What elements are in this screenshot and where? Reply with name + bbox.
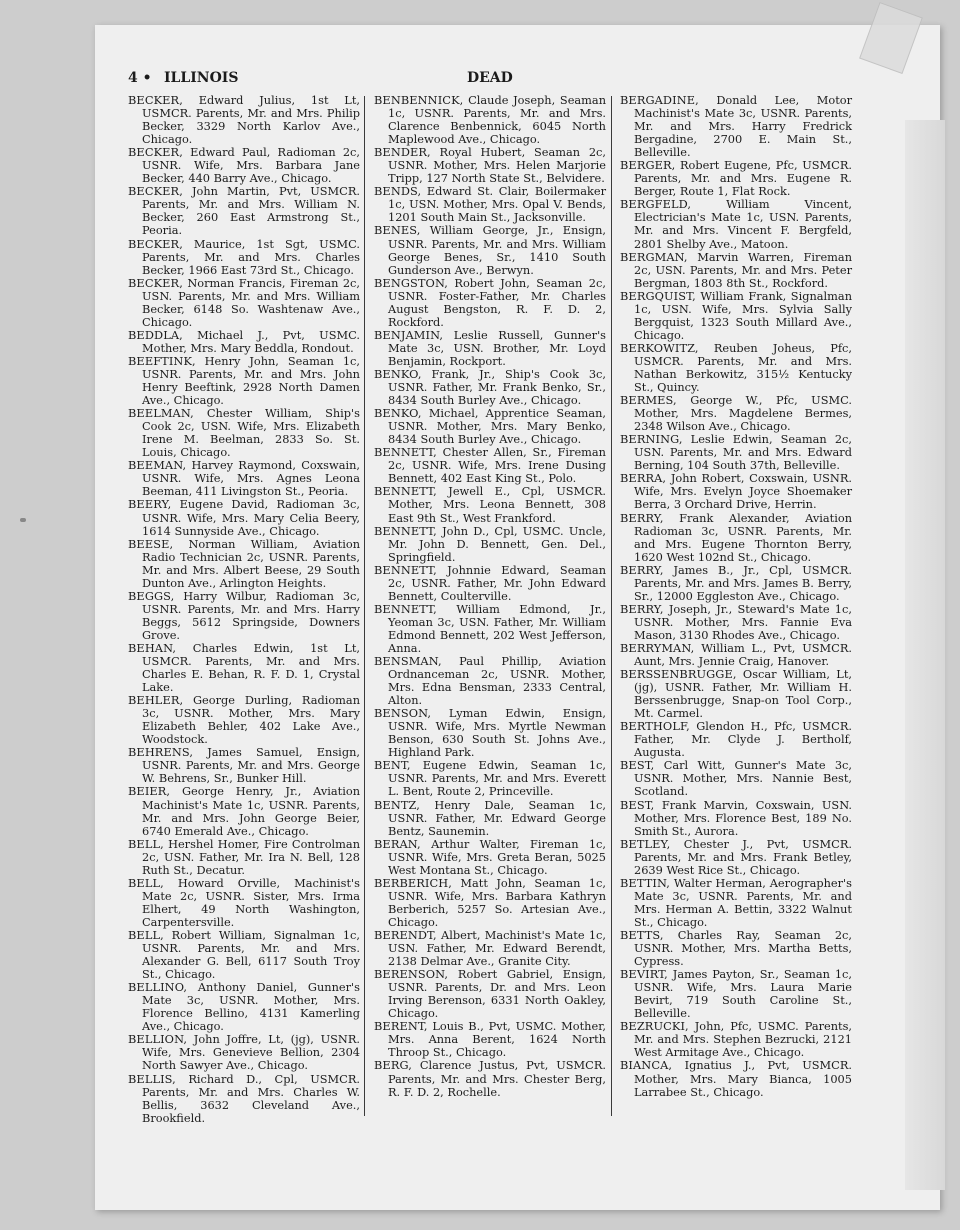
casualty-entry xyxy=(128,277,360,329)
entry-details: George Durling, Radioman 3c, USNR. Mother, Mrs. Mary Elizabeth Behler, 402 Lake Ave., Woodstock. xyxy=(142,693,361,747)
surname: BEHLER, xyxy=(128,693,184,708)
entry-details: Norman William, Aviation Radio Technician 2c, USNR. Parents, Mr. and Mrs. Albert Beese, 29 South Dunton Ave., Arlington Heights. xyxy=(142,536,360,590)
surname: BERGADINE, xyxy=(620,93,699,107)
entry-details: Leslie Edwin, Seaman 2c, USN. Parents, Mr. and Mrs. Edward Berning, 104 South 37th, Belleville. xyxy=(634,432,852,473)
surname: BERRY, xyxy=(620,562,664,577)
surname: BEST, xyxy=(620,758,655,773)
surname: BEDDLA, xyxy=(128,327,183,342)
casualty-entry xyxy=(128,981,360,1033)
casualty-entry xyxy=(374,968,606,1020)
surname: BETLEY, xyxy=(620,836,671,851)
surname: BELLIS, xyxy=(128,1071,176,1086)
entry-details: Robert John, Seaman 2c, USNR. Foster-Father, Mr. Charles August Bengston, R. F. D. 2, Rockford. xyxy=(388,275,606,329)
casualty-entry xyxy=(620,394,852,433)
entry-details: Lyman Edwin, Ensign, USNR. Wife, Mrs. Myrtle Newman Benson, 630 South St. Johns Ave., Highland Park. xyxy=(388,706,607,760)
casualty-entry xyxy=(128,94,360,146)
casualty-entry xyxy=(374,603,606,655)
casualty-entry xyxy=(620,603,852,642)
casualty-entry xyxy=(374,446,606,485)
casualty-entry xyxy=(620,968,852,1020)
casualty-entry xyxy=(128,146,360,185)
surname: BERMES, xyxy=(620,393,677,408)
entry-details: Harry Wilbur, Radioman 3c, USNR. Parents, Mr. and Mrs. Harry Beggs, 5612 Springside, Downers Grove. xyxy=(142,588,361,642)
casualty-entry xyxy=(620,929,852,968)
entry-details: William Vincent, Electrician's Mate 1c, USN. Parents, Mr. and Mrs. Vincent F. Bergfeld, 2801 Shelby Ave., Matoon. xyxy=(634,197,852,251)
surname: BETTS, xyxy=(620,928,664,942)
entry-details: Clarence Justus, Pvt, USMCR. Parents, Mr. and Mrs. Chester Berg, R. F. D. 2, Rochelle. xyxy=(388,1058,606,1099)
surname: BETTIN, xyxy=(620,875,670,890)
section-heading: DEAD xyxy=(467,70,513,86)
surname: BERRA, xyxy=(620,471,667,486)
entry-details: Edward St. Clair, Boilermaker 1c, USN. Mother, Mrs. Opal V. Bends, 1201 South Main St., Jacksonville. xyxy=(388,184,606,225)
casualty-entry xyxy=(620,1059,852,1098)
surname: BERRYMAN, xyxy=(620,640,695,655)
dust-speck xyxy=(20,518,26,522)
casualty-entry xyxy=(128,838,360,877)
column-1 xyxy=(128,93,361,1125)
surname: BENDS, xyxy=(374,184,422,199)
entry-details: George Henry, Jr., Aviation Machinist's Mate 1c, USNR. Parents, Mr. and Mrs. John George Beier, 6740 Emerald Ave., Chicago. xyxy=(142,784,360,838)
surname: BEVIRT, xyxy=(620,967,668,982)
column-divider xyxy=(611,96,612,1116)
page-header xyxy=(128,70,853,88)
surname: BIANCA, xyxy=(620,1058,673,1073)
entry-details: Charles Edwin, 1st Lt, USMCR. Parents, Mr. and Mrs. Charles E. Behan, R. F. D. 1, Crystal Lake. xyxy=(142,640,360,695)
entry-details: John Martin, Pvt, USMCR. Parents, Mr. and Mrs. William N. Becker, 260 East Armstrong St., Peoria. xyxy=(142,184,361,238)
surname: BEGGS, xyxy=(128,588,175,603)
entry-details: Eugene Edwin, Seaman 1c, USNR. Parents, Mr. and Mrs. Everett L. Bent, Route 2, Princeville. xyxy=(388,758,606,799)
entry-details: Harvey Raymond, Coxswain, USNR. Wife, Mrs. Agnes Leona Beeman, 411 Livingston St., Peoria. xyxy=(142,458,360,499)
surname: BEST, xyxy=(620,797,655,812)
entry-details: Glendon H., Pfc, USMCR. Father, Mr. Clyde J. Bertholf, Augusta. xyxy=(634,719,852,760)
surname: BELLINO, xyxy=(128,980,188,995)
surname: BENNETT, xyxy=(374,484,437,499)
casualty-entry xyxy=(620,799,852,838)
surname: BENT, xyxy=(374,758,411,773)
entry-details: John Joffre, Lt, (jg), USNR. Wife, Mrs. Genevieve Bellion, 2304 North Sawyer Ave., Chicago. xyxy=(142,1032,360,1073)
casualty-entry xyxy=(128,1073,360,1125)
surname: BENGSTON, xyxy=(374,275,448,290)
entry-details: Anthony Daniel, Gunner's Mate 3c, USNR. Mother, Mrs. Florence Bellino, 4131 Kamerling Ave., Chicago. xyxy=(142,980,360,1034)
entry-details: Chester Allen, Sr., Fireman 2c, USNR. Wife, Mrs. Irene Dusing Bennett, 402 East King St., Polo. xyxy=(388,445,606,486)
entry-details: Walter Herman, Aerographer's Mate 3c, USNR. Parents, Mr. and Mrs. Herman A. Bettin, 3322 Walnut St., Chicago. xyxy=(634,875,852,929)
casualty-entry xyxy=(128,642,360,694)
entry-details: William Frank, Signalman 1c, USN. Wife, Mrs. Sylvia Sally Bergquist, 1323 South Millard Ave., Chicago. xyxy=(634,288,852,342)
surname: BELL, xyxy=(128,928,164,942)
casualty-entry xyxy=(128,498,360,537)
entry-details: Claude Joseph, Seaman 1c, USNR. Parents, Mr. and Mrs. Clarence Benbennick, 6045 North Maplewood Ave., Chicago. xyxy=(388,93,606,147)
entry-details: Norman Francis, Fireman 2c, USN. Parents, Mr. and Mrs. William Becker, 6148 So. Washtenaw Ave., Chicago. xyxy=(142,275,360,329)
surname: BELL, xyxy=(128,836,164,851)
entry-details: John Robert, Coxswain, USNR. Wife, Mrs. Evelyn Joyce Shoemaker Berra, 3 Orchard Drive, Herrin. xyxy=(634,471,853,512)
entry-details: Frank Marvin, Coxswain, USN. Mother, Mrs. Florence Best, 189 No. Smith St., Aurora. xyxy=(634,797,852,838)
surname: BENTZ, xyxy=(374,797,420,812)
casualty-entry xyxy=(374,525,606,564)
casualty-entry xyxy=(374,1059,606,1098)
entry-details: Paul Phillip, Aviation Ordnanceman 2c, USNR. Mother, Mrs. Edna Bensman, 2333 Central, Alton. xyxy=(388,654,607,708)
surname: BERKOWITZ, xyxy=(620,340,699,355)
casualty-entry xyxy=(620,877,852,929)
casualty-entry xyxy=(128,1033,360,1072)
surname: BERTHOLF, xyxy=(620,719,690,734)
casualty-entry xyxy=(128,355,360,407)
entry-details: Maurice, 1st Sgt, USMC. Parents, Mr. and Mrs. Charles Becker, 1966 East 73rd St., Chicago. xyxy=(142,236,360,277)
casualty-entry xyxy=(374,94,606,146)
entry-details: John D., Cpl, USMC. Uncle, Mr. John D. Bennett, Gen. Del., Springfield. xyxy=(388,523,606,564)
surname: BECKER, xyxy=(128,275,183,290)
casualty-entry xyxy=(128,459,360,498)
surname: BENSON, xyxy=(374,706,432,721)
casualty-entry xyxy=(620,1020,852,1059)
surname: BENKO, xyxy=(374,406,422,421)
surname: BEZRUCKI, xyxy=(620,1019,689,1034)
casualty-entry xyxy=(620,512,852,564)
casualty-entry xyxy=(620,94,852,159)
entry-details: Robert Gabriel, Ensign, USNR. Parents, Dr. and Mrs. Leon Irving Berenson, 6331 North Oakley, Chicago. xyxy=(388,967,606,1021)
column-2 xyxy=(374,94,606,1114)
casualty-entry xyxy=(620,433,852,472)
entry-details: Leslie Russell, Gunner's Mate 3c, USN. Brother, Mr. Loyd Benjamin, Rockport. xyxy=(388,327,607,368)
surname: BERRY, xyxy=(620,510,664,525)
casualty-entry xyxy=(128,785,360,837)
surname: BECKER, xyxy=(128,93,183,107)
casualty-entry xyxy=(374,929,606,968)
casualty-entry xyxy=(374,1020,606,1059)
entry-details: Johnnie Edward, Seaman 2c, USNR. Father, Mr. John Edward Bennett, Coulterville. xyxy=(388,562,607,603)
casualty-entry xyxy=(620,838,852,877)
surname: BENNETT, xyxy=(374,445,437,460)
surname: BEHRENS, xyxy=(128,745,194,760)
casualty-entry xyxy=(374,485,606,524)
surname: BERGER, xyxy=(620,158,676,173)
surname: BECKER, xyxy=(128,145,183,160)
surname: BENKO, xyxy=(374,366,422,381)
entry-details: William George, Jr., Ensign, USNR. Parents, Mr. and Mrs. William George Benes, Sr., 1410 South Gunderson Ave., Berwyn. xyxy=(388,223,607,277)
entry-details: George W., Pfc, USMC. Mother, Mrs. Magdelene Bermes, 2348 Wilson Ave., Chicago. xyxy=(634,393,853,434)
entry-details: Frank, Jr., Ship's Cook 3c, USNR. Father, Mr. Frank Benko, Sr., 8434 South Burley Ave., Chicago. xyxy=(388,366,606,408)
casualty-entry xyxy=(620,472,852,511)
column-divider xyxy=(364,96,365,1116)
entry-details: Michael J., Pvt, USMC. Mother, Mrs. Mary Beddla, Rondout. xyxy=(142,327,360,355)
entry-details: Frank Alexander, Aviation Radioman 3c, USNR. Parents, Mr. and Mrs. Eugene Thornton Berry, 1620 West 102nd St., Chicago. xyxy=(634,510,853,564)
entry-details: Charles Ray, Seaman 2c, USNR. Mother, Mrs. Martha Betts, Cypress. xyxy=(634,928,852,969)
casualty-entry xyxy=(128,407,360,459)
casualty-entry xyxy=(374,707,606,759)
page-number: 4 • xyxy=(128,70,152,86)
entry-details: Jewell E., Cpl, USMCR. Mother, Mrs. Leona Bennett, 308 East 9th St., West Frankford. xyxy=(388,484,607,525)
surname: BEELMAN, xyxy=(128,406,194,421)
entry-details: Hershel Homer, Fire Controlman 2c, USN. Father, Mr. Ira N. Bell, 128 Ruth St., Decatur. xyxy=(142,836,360,877)
state-heading: ILLINOIS xyxy=(164,70,239,86)
surname: BECKER, xyxy=(128,236,183,251)
surname: BENDER, xyxy=(374,145,431,160)
entry-details: James Samuel, Ensign, USNR. Parents, Mr. and Mrs. George W. Behrens, Sr., Bunker Hill. xyxy=(142,745,360,786)
surname: BEEFTINK, xyxy=(128,353,196,368)
entry-details: Carl Witt, Gunner's Mate 3c, USNR. Mother, Mrs. Nannie Best, Scotland. xyxy=(634,758,852,799)
entry-details: James B., Jr., Cpl, USMCR. Parents, Mr. and Mrs. James B. Berry, Sr., 12000 Eggleston Ave., Chicago. xyxy=(634,562,852,603)
entry-details: Joseph, Jr., Steward's Mate 1c, USNR. Mother, Mrs. Fannie Eva Mason, 3130 Rhodes Ave., Chicago. xyxy=(634,601,852,642)
casualty-entry xyxy=(374,407,606,446)
surname: BENJAMIN, xyxy=(374,327,444,342)
casualty-entry xyxy=(620,159,852,198)
surname: BENBENNICK, xyxy=(374,93,464,107)
casualty-entry xyxy=(374,564,606,603)
entry-details: Marvin Warren, Fireman 2c, USN. Parents, Mr. and Mrs. Peter Bergman, 1803 8th St., Rockford. xyxy=(634,249,852,290)
surname: BENSMAN, xyxy=(374,654,442,669)
casualty-entry xyxy=(374,838,606,877)
casualty-entry xyxy=(374,146,606,185)
casualty-entry xyxy=(620,198,852,250)
entry-details: John, Pfc, USMC. Parents, Mr. and Mrs. Stephen Bezrucki, 2121 West Armitage Ave., Chicago. xyxy=(634,1019,853,1060)
entry-details: Henry Dale, Seaman 1c, USNR. Father, Mr. Edward George Bentz, Saunemin. xyxy=(388,797,607,838)
entry-details: Reuben Joheus, Pfc, USMCR. Parents, Mr. and Mrs. Nathan Berkowitz, 315½ Kentucky St., Quincy. xyxy=(634,340,852,395)
entry-details: Edward Julius, 1st Lt, USMCR. Parents, Mr. and Mrs. Philip Becker, 3329 North Karlov Ave., Chicago. xyxy=(142,93,361,147)
casualty-entry xyxy=(374,368,606,407)
surname: BEEMAN, xyxy=(128,458,187,473)
surname: BERENDT, xyxy=(374,928,437,942)
casualty-entry xyxy=(374,799,606,838)
surname: BERGFELD, xyxy=(620,197,692,212)
surname: BERG, xyxy=(374,1058,412,1073)
surname: BEHAN, xyxy=(128,640,177,655)
surname: BERAN, xyxy=(374,836,421,851)
surname: BELLION, xyxy=(128,1032,188,1047)
casualty-entry xyxy=(128,538,360,590)
surname: BEIER, xyxy=(128,784,171,799)
surname: BENNETT, xyxy=(374,523,437,538)
surname: BERENSON, xyxy=(374,967,449,982)
casualty-entry xyxy=(374,759,606,798)
casualty-entry xyxy=(374,329,606,368)
casualty-entry xyxy=(620,342,852,394)
column-3 xyxy=(620,94,852,1114)
surname: BERNING, xyxy=(620,432,683,447)
casualty-entry xyxy=(374,277,606,329)
casualty-entry xyxy=(620,564,852,603)
entry-details: William Edmond, Jr., Yeoman 3c, USN. Father, Mr. William Edmond Bennett, 202 West Jefferson, Anna. xyxy=(388,601,606,655)
entry-details: Robert Eugene, Pfc, USMCR. Parents, Mr. and Mrs. Eugene R. Berger, Route 1, Flat Rock. xyxy=(634,158,852,199)
casualty-entry xyxy=(620,668,852,720)
entry-details: Eugene David, Radioman 3c, USNR. Wife, Mrs. Mary Celia Beery, 1614 Sunnyside Ave., Chicago. xyxy=(142,497,360,538)
casualty-entry xyxy=(128,329,360,355)
casualty-entry xyxy=(128,694,360,746)
entry-details: Henry John, Seaman 1c, USNR. Parents, Mr. and Mrs. John Henry Beeftink, 2928 North Damen Ave., Chicago. xyxy=(142,353,360,408)
entry-details: Oscar William, Lt, (jg), USNR. Father, Mr. William H. Berssenbrugge, Snap-on Tool Corp., Mt. Carmel. xyxy=(634,667,852,721)
casualty-entry xyxy=(620,642,852,668)
surname: BERGMAN, xyxy=(620,249,688,264)
surname: BERRY, xyxy=(620,601,664,616)
surname: BEESE, xyxy=(128,536,174,551)
entry-details: Matt John, Seaman 1c, USNR. Wife, Mrs. Barbara Kathryn Berberich, 5257 So. Artesian Ave., Chicago. xyxy=(388,875,606,929)
casualty-entry xyxy=(128,185,360,237)
entry-details: Ignatius J., Pvt, USMCR. Mother, Mrs. Mary Bianca, 1005 Larrabee St., Chicago. xyxy=(634,1058,852,1099)
surname: BERBERICH, xyxy=(374,875,452,890)
casualty-entry xyxy=(374,224,606,276)
surname: BECKER, xyxy=(128,184,183,199)
casualty-entry xyxy=(128,238,360,277)
entry-details: Edward Paul, Radioman 2c, USNR. Wife, Mrs. Barbara Jane Becker, 440 Barry Ave., Chicago. xyxy=(142,145,360,186)
surname: BENNETT, xyxy=(374,562,437,577)
entry-details: Chester William, Ship's Cook 2c, USN. Wife, Mrs. Elizabeth Irene M. Beelman, 2833 So. St. Louis, Chicago. xyxy=(142,406,360,460)
entry-details: Albert, Machinist's Mate 1c, USN. Father, Mr. Edward Berendt, 2138 Delmar Ave., Granite City. xyxy=(388,928,606,969)
entry-details: Howard Orville, Machinist's Mate 2c, USNR. Sister, Mrs. Irma Elhert, 49 North Washington, Carpentersville. xyxy=(142,875,360,929)
entry-details: Arthur Walter, Fireman 1c, USNR. Wife, Mrs. Greta Beran, 5025 West Montana St., Chicago. xyxy=(388,836,607,877)
casualty-entry xyxy=(620,290,852,342)
surname: BERGQUIST, xyxy=(620,288,696,303)
casualty-entry xyxy=(620,251,852,290)
casualty-entry xyxy=(128,590,360,642)
entry-details: William L., Pvt, USMCR. Aunt, Mrs. Jennie Craig, Hanover. xyxy=(634,640,852,669)
surname: BERENT, xyxy=(374,1019,428,1034)
surname: BERSSENBRUGGE, xyxy=(620,667,737,682)
casualty-entry xyxy=(374,655,606,707)
surname: BENES, xyxy=(374,223,421,238)
entry-details: Chester J., Pvt, USMCR. Parents, Mr. and Mrs. Frank Betley, 2639 West Rice St., Chicago. xyxy=(634,836,853,877)
entry-details: Richard D., Cpl, USMCR. Parents, Mr. and Mrs. Charles W. Bellis, 3632 Cleveland Ave., Brookfield. xyxy=(142,1071,360,1125)
casualty-entry xyxy=(128,929,360,981)
casualty-entry xyxy=(374,185,606,224)
entry-details: Robert William, Signalman 1c, USNR. Parents, Mr. and Mrs. Alexander G. Bell, 6117 South Troy St., Chicago. xyxy=(142,928,360,982)
casualty-entry xyxy=(128,746,360,785)
entry-details: Royal Hubert, Seaman 2c, USNR. Mother, Mrs. Helen Marjorie Tripp, 127 North State St., Belvidere. xyxy=(388,145,606,186)
surname: BENNETT, xyxy=(374,601,437,616)
surname: BELL, xyxy=(128,875,164,890)
entry-details: Michael, Apprentice Seaman, USNR. Mother, Mrs. Mary Benko, 8434 South Burley Ave., Chicago. xyxy=(388,406,606,447)
entry-details: Louis B., Pvt, USMC. Mother, Mrs. Anna Berent, 1624 North Throop St., Chicago. xyxy=(388,1019,606,1060)
entry-details: Donald Lee, Motor Machinist's Mate 3c, USNR. Parents, Mr. and Mrs. Harry Fredrick Bergadine, 2700 E. Main St., Belleville. xyxy=(634,93,852,160)
casualty-entry xyxy=(374,877,606,929)
entry-details: James Payton, Sr., Seaman 1c, USNR. Wife, Mrs. Laura Marie Bevirt, 719 South Caroline St., Belleville. xyxy=(634,967,853,1021)
casualty-entry xyxy=(620,720,852,759)
casualty-entry xyxy=(128,877,360,929)
casualty-entry xyxy=(620,759,852,798)
page-edge xyxy=(905,120,945,1190)
surname: BEERY, xyxy=(128,497,172,512)
